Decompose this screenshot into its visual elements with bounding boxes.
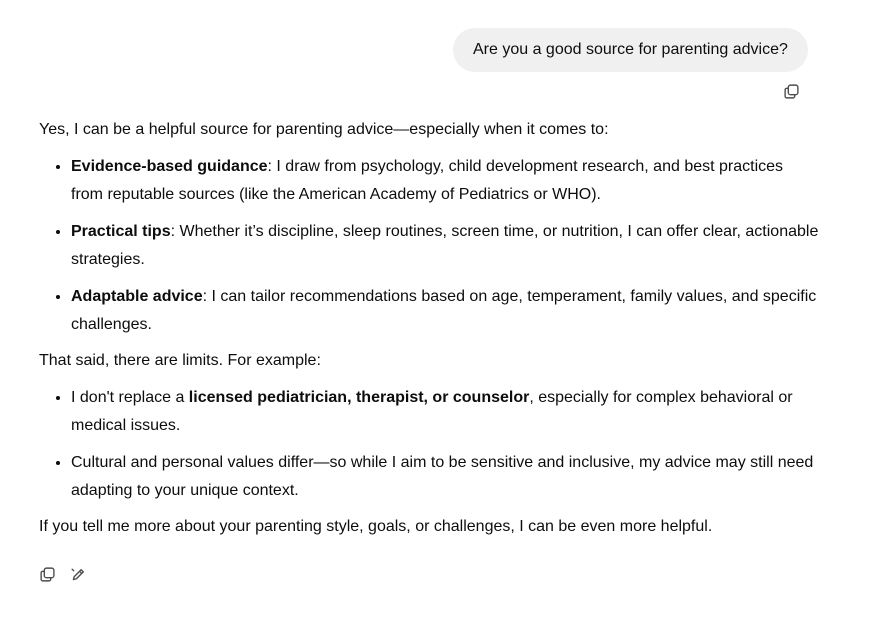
list-item-bold: licensed pediatrician, therapist, or counselor [188,389,530,406]
list-item-text: : Whether it’s discipline, sleep routines, screen time, or nutrition, I can offer clear, actionable strategies. [71,223,819,268]
user-message-text: Are you a good source for parenting advice? [473,41,788,58]
list-item-text: , especially for complex behavioral or medical issues. [71,389,793,434]
assistant-intro: Yes, I can be a helpful source for parenting advice—especially when it comes to: [39,121,609,138]
list-item-text: Cultural and personal values differ—so while I aim to be sensitive and inclusive, my advice may still need adapting to your unique context. [71,454,814,499]
list-item [71,383,819,440]
copy-user-message-button[interactable] [780,80,802,102]
list-item [71,448,819,505]
list-item-bold: Adaptable advice [71,288,203,305]
assistant-message [39,116,819,541]
copy-icon [39,566,56,583]
copy-icon [783,83,800,100]
limits-intro: That said, there are limits. For example: [39,352,321,369]
edit-button[interactable] [67,563,89,585]
copy-assistant-message-button[interactable] [36,563,58,585]
closing-text: If you tell me more about your parenting style, goals, or challenges, I can be even more helpful. [39,518,713,535]
edit-icon [70,566,87,583]
list-item-bold: Evidence-based guidance [71,158,268,175]
strengths-list [39,152,819,339]
list-item [71,152,819,209]
list-item [71,217,819,274]
list-item-bold: Practical tips [71,223,171,240]
list-item [71,282,819,339]
user-message-bubble [453,28,808,72]
list-item-text: I don't replace a [71,389,189,406]
limits-list [39,383,819,505]
list-item-text: : I can tailor recommendations based on age, temperament, family values, and specific challenges. [71,288,817,333]
list-item-text: : I draw from psychology, child development research, and best practices from reputable sources (like the American Academy of Pediatrics or WHO). [71,158,784,203]
